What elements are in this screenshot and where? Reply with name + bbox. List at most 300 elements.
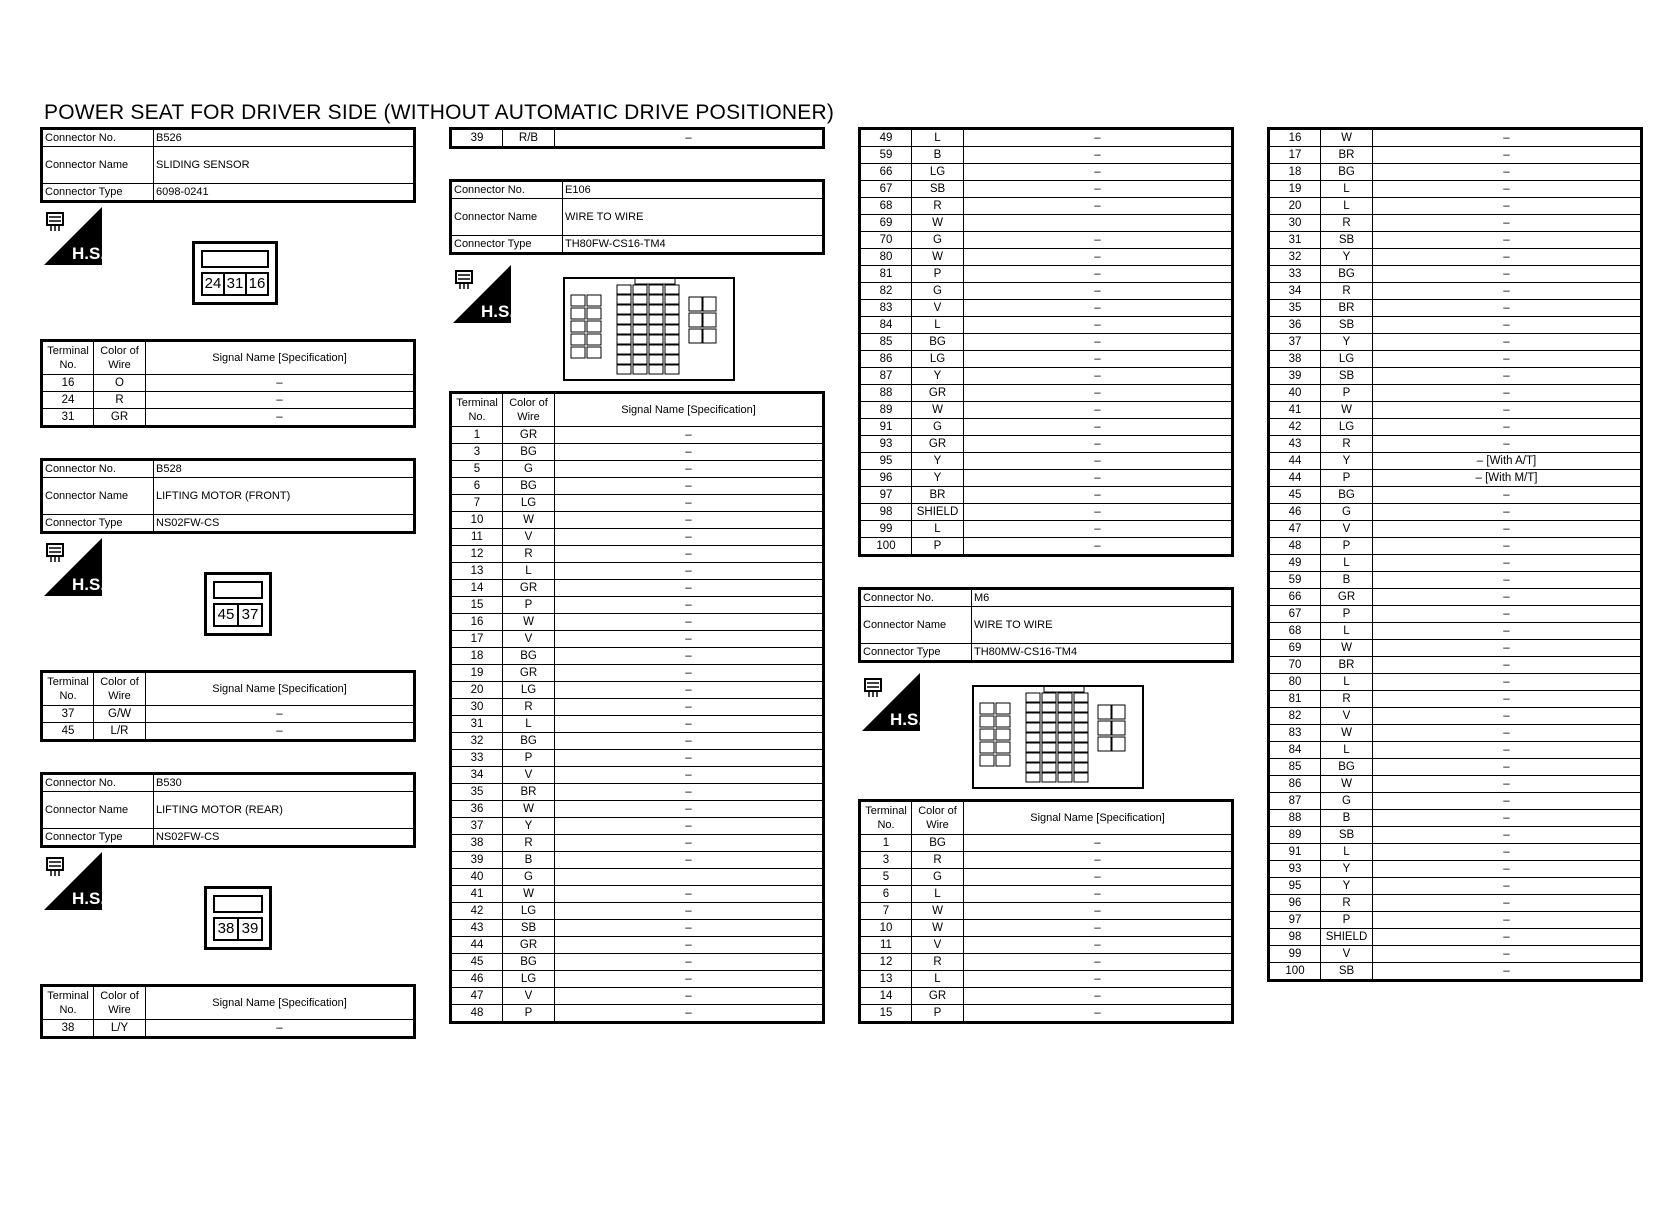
table-row — [1269, 300, 1642, 317]
table-cell: Signal Name [Specification] — [146, 672, 415, 706]
table-row — [1269, 147, 1642, 164]
table-cell: W — [1321, 725, 1373, 742]
table-cell: B — [1321, 810, 1373, 827]
table-row — [1269, 929, 1642, 946]
table-cell: 80 — [1269, 674, 1321, 691]
table-cell: L — [1321, 742, 1373, 759]
table-row — [860, 317, 1233, 334]
table-row — [1269, 385, 1642, 402]
table-row — [1269, 691, 1642, 708]
table-cell: – — [964, 1005, 1233, 1023]
table-cell: – — [555, 478, 824, 495]
table-row — [451, 563, 824, 580]
table-cell: SB — [1321, 317, 1373, 334]
table-cell: TH80FW-CS16-TM4 — [563, 236, 824, 254]
table-row — [1269, 946, 1642, 963]
table-cell: – — [555, 733, 824, 750]
table-cell: 42 — [451, 903, 503, 920]
table-row — [1269, 283, 1642, 300]
table-cell: L — [912, 317, 964, 334]
table-header — [42, 986, 415, 1020]
table-cell: 7 — [860, 903, 912, 920]
spacer — [858, 557, 1234, 587]
table-cell: – — [146, 706, 415, 723]
table-cell: 3 — [860, 852, 912, 869]
table-row — [1269, 793, 1642, 810]
table-cell: L — [1321, 181, 1373, 198]
table-cell: – — [555, 716, 824, 733]
table-cell: SHIELD — [912, 504, 964, 521]
table-cell: Signal Name [Specification] — [555, 393, 824, 427]
table-cell: W — [503, 614, 555, 631]
table-cell: W — [912, 249, 964, 266]
table-cell: – — [555, 699, 824, 716]
table-row — [42, 706, 415, 723]
table-cell: GR — [503, 427, 555, 444]
table-row — [1269, 912, 1642, 929]
table-cell: BR — [1321, 147, 1373, 164]
table-row — [1269, 674, 1642, 691]
table-cell: V — [1321, 521, 1373, 538]
table-cell: Connector Name — [42, 147, 154, 184]
table-row — [860, 470, 1233, 487]
table-cell: Connector No. — [860, 589, 972, 607]
table-cell: 100 — [860, 538, 912, 556]
table-cell: BG — [1321, 164, 1373, 181]
info-row — [42, 184, 415, 202]
svg-text:H.S.: H.S. — [890, 710, 920, 729]
table-cell: – — [555, 835, 824, 852]
table-cell: – — [1373, 249, 1642, 266]
table-cell: 38 — [451, 835, 503, 852]
table-cell: 91 — [1269, 844, 1321, 861]
table-cell: GR — [1321, 589, 1373, 606]
table-row — [860, 232, 1233, 249]
table-cell: 6 — [451, 478, 503, 495]
table-cell: WIRE TO WIRE — [563, 199, 824, 236]
table-cell: SLIDING SENSOR — [154, 147, 415, 184]
table-cell: – — [1373, 487, 1642, 504]
table-row — [451, 427, 824, 444]
connector-diagram-m6 — [858, 663, 1234, 799]
table-row — [451, 852, 824, 869]
info-row — [42, 129, 415, 147]
table-header — [451, 393, 824, 427]
table-row — [1269, 827, 1642, 844]
table-cell: 46 — [451, 971, 503, 988]
table-cell: 49 — [1269, 555, 1321, 572]
table-row — [860, 385, 1233, 402]
table-row — [860, 869, 1233, 886]
table-cell: – — [964, 164, 1233, 181]
table-cell: 1 — [451, 427, 503, 444]
table-cell: – — [555, 767, 824, 784]
table-cell: – — [1373, 810, 1642, 827]
table-cell: R — [1321, 283, 1373, 300]
table-cell: Connector Name — [42, 478, 154, 515]
terminal-table-m6 — [858, 799, 1234, 1024]
table-cell: 99 — [1269, 946, 1321, 963]
table-row — [860, 903, 1233, 920]
table-cell: – — [964, 317, 1233, 334]
table-cell: 19 — [451, 665, 503, 682]
info-row — [42, 774, 415, 792]
table-row — [1269, 521, 1642, 538]
table-cell: – — [555, 1005, 824, 1023]
table-cell: BG — [912, 334, 964, 351]
table-cell: L — [1321, 623, 1373, 640]
table-cell: – — [964, 920, 1233, 937]
table-cell: B528 — [154, 460, 415, 478]
table-row — [1269, 555, 1642, 572]
table-row — [860, 886, 1233, 903]
table-row — [860, 419, 1233, 436]
table-cell: – — [555, 512, 824, 529]
table-cell: 68 — [1269, 623, 1321, 640]
table-cell: – — [555, 546, 824, 563]
table-cell: – — [1373, 912, 1642, 929]
table-row — [451, 886, 824, 903]
table-cell: – — [555, 784, 824, 801]
table-cell: – — [1373, 878, 1642, 895]
table-cell: 17 — [451, 631, 503, 648]
table-cell: SB — [912, 181, 964, 198]
table-cell: 16 — [42, 375, 94, 392]
table-row — [1269, 895, 1642, 912]
table-cell: V — [503, 631, 555, 648]
table-cell: P — [912, 1005, 964, 1023]
table-row — [1269, 317, 1642, 334]
table-cell: 47 — [451, 988, 503, 1005]
info-row — [860, 589, 1233, 607]
table-cell: 20 — [1269, 198, 1321, 215]
table-cell: – — [1373, 640, 1642, 657]
table-cell: – — [555, 631, 824, 648]
table-cell: – — [555, 682, 824, 699]
table-cell: – [With M/T] — [1373, 470, 1642, 487]
table-cell: 48 — [451, 1005, 503, 1023]
table-cell: – — [1373, 419, 1642, 436]
terminal-table-b528 — [40, 670, 416, 742]
table-cell: L — [1321, 198, 1373, 215]
info-row — [451, 236, 824, 254]
table-cell: – — [1373, 555, 1642, 572]
table-cell: 1 — [860, 835, 912, 852]
table-cell: NS02FW-CS — [154, 829, 415, 847]
table-cell: – — [1373, 708, 1642, 725]
table-cell: L — [912, 971, 964, 988]
table-row — [1269, 181, 1642, 198]
table-cell: 96 — [1269, 895, 1321, 912]
table-cell: BR — [912, 487, 964, 504]
table-row — [42, 1020, 415, 1038]
table-cell: LIFTING MOTOR (FRONT) — [154, 478, 415, 515]
table-cell: – — [555, 886, 824, 903]
table-row — [451, 954, 824, 971]
table-cell: 69 — [1269, 640, 1321, 657]
table-cell: 91 — [860, 419, 912, 436]
table-cell: 97 — [1269, 912, 1321, 929]
table-cell: L/Y — [94, 1020, 146, 1038]
table-cell: – — [1373, 572, 1642, 589]
table-cell: – — [555, 937, 824, 954]
table-cell: – — [964, 971, 1233, 988]
table-row — [451, 733, 824, 750]
table-cell: SB — [503, 920, 555, 937]
spacer — [40, 742, 416, 772]
table-cell: – — [146, 1020, 415, 1038]
table-cell: Signal Name [Specification] — [146, 341, 415, 375]
table-cell: – — [555, 903, 824, 920]
table-row — [860, 164, 1233, 181]
table-cell: E106 — [563, 181, 824, 199]
table-cell: – — [964, 937, 1233, 954]
table-row — [860, 504, 1233, 521]
table-cell: 39 — [1269, 368, 1321, 385]
table-cell: – — [964, 886, 1233, 903]
table-cell: – — [964, 470, 1233, 487]
table-cell: – — [964, 198, 1233, 215]
table-cell: 80 — [860, 249, 912, 266]
table-cell: 30 — [1269, 215, 1321, 232]
table-cell: 14 — [860, 988, 912, 1005]
table-cell: Terminal No. — [42, 341, 94, 375]
table-header — [860, 801, 1233, 835]
table-cell: – — [964, 835, 1233, 852]
table-cell: – — [1373, 725, 1642, 742]
table-cell: P — [503, 597, 555, 614]
column-1 — [40, 127, 416, 1039]
table-row — [451, 920, 824, 937]
table-cell: BG — [1321, 487, 1373, 504]
table-cell: – — [1373, 283, 1642, 300]
table-cell: – — [964, 351, 1233, 368]
table-cell: LG — [1321, 419, 1373, 436]
table-cell: 12 — [860, 954, 912, 971]
info-row — [42, 478, 415, 515]
table-row — [1269, 402, 1642, 419]
table-cell: 44 — [1269, 453, 1321, 470]
table-row — [451, 767, 824, 784]
table-cell: 41 — [451, 886, 503, 903]
table-cell: – — [964, 129, 1233, 147]
table-cell: 10 — [860, 920, 912, 937]
table-cell: 97 — [860, 487, 912, 504]
table-row — [1269, 572, 1642, 589]
table-cell: 31 — [42, 409, 94, 427]
table-cell: – — [1373, 334, 1642, 351]
table-cell: – — [964, 147, 1233, 164]
table-cell: 45 — [1269, 487, 1321, 504]
info-row — [42, 829, 415, 847]
table-cell: NS02FW-CS — [154, 515, 415, 533]
table-cell: 24 — [42, 392, 94, 409]
table-cell: – — [964, 249, 1233, 266]
table-row — [451, 971, 824, 988]
table-cell: Connector No. — [42, 774, 154, 792]
table-cell: W — [912, 920, 964, 937]
table-cell: – — [1373, 589, 1642, 606]
table-cell: – — [1373, 351, 1642, 368]
harness-side-icon — [453, 265, 511, 323]
table-row — [860, 181, 1233, 198]
table-cell: – — [555, 461, 824, 478]
table-cell: – — [964, 181, 1233, 198]
table-cell: Connector Name — [451, 199, 563, 236]
table-row — [451, 478, 824, 495]
table-cell: 37 — [42, 706, 94, 723]
table-cell: Terminal No. — [42, 672, 94, 706]
info-row — [860, 607, 1233, 644]
table-cell: LIFTING MOTOR (REAR) — [154, 792, 415, 829]
table-cell: – — [1373, 232, 1642, 249]
table-cell: P — [1321, 912, 1373, 929]
table-cell: – — [555, 597, 824, 614]
table-cell: Signal Name [Specification] — [146, 986, 415, 1020]
table-cell: – — [555, 801, 824, 818]
connector-diagram — [40, 848, 416, 984]
harness-side-icon — [862, 673, 920, 731]
table-cell: – — [1373, 504, 1642, 521]
table-cell: 95 — [1269, 878, 1321, 895]
table-cell: – — [1373, 300, 1642, 317]
connector-face — [563, 277, 735, 381]
table-cell: G/W — [94, 706, 146, 723]
connector-latch — [213, 895, 263, 913]
table-row — [1269, 368, 1642, 385]
table-row — [860, 954, 1233, 971]
terminal-table-e106-continued — [858, 127, 1234, 557]
connector-diagram-e106 — [449, 255, 825, 391]
table-cell: BG — [503, 444, 555, 461]
table-cell: G — [912, 232, 964, 249]
table-cell: W — [912, 402, 964, 419]
table-cell: – — [964, 266, 1233, 283]
column-3 — [858, 127, 1234, 1024]
connector-info-e106 — [449, 179, 825, 255]
table-cell: – — [964, 334, 1233, 351]
table-cell: – — [555, 818, 824, 835]
table-cell: Y — [1321, 878, 1373, 895]
table-cell: P — [503, 1005, 555, 1023]
svg-text:H.S.: H.S. — [72, 244, 102, 263]
table-cell: – — [555, 648, 824, 665]
table-cell: 7 — [451, 495, 503, 512]
table-cell: 13 — [860, 971, 912, 988]
table-cell: R — [1321, 895, 1373, 912]
table-row — [451, 614, 824, 631]
table-row — [860, 920, 1233, 937]
table-cell: 43 — [1269, 436, 1321, 453]
table-cell: W — [503, 512, 555, 529]
table-row — [1269, 453, 1642, 470]
table-cell: 49 — [860, 129, 912, 147]
table-row — [1269, 266, 1642, 283]
table-row — [451, 461, 824, 478]
table-cell: SB — [1321, 368, 1373, 385]
table-cell: 20 — [451, 682, 503, 699]
table-cell: LG — [503, 495, 555, 512]
table-cell: Y — [1321, 334, 1373, 351]
connector-info-b530 — [40, 772, 416, 848]
table-cell: 31 — [1269, 232, 1321, 249]
table-row — [860, 521, 1233, 538]
table-row — [860, 487, 1233, 504]
table-cell: – — [964, 232, 1233, 249]
table-cell: Connector No. — [451, 181, 563, 199]
harness-side-icon — [44, 852, 102, 910]
table-cell: Color of Wire — [94, 672, 146, 706]
table-cell: 37 — [1269, 334, 1321, 351]
table-cell: 32 — [451, 733, 503, 750]
table-row — [451, 869, 824, 886]
table-cell: 84 — [860, 317, 912, 334]
table-cell: 42 — [1269, 419, 1321, 436]
table-row — [1269, 470, 1642, 487]
table-cell: V — [503, 529, 555, 546]
table-cell: 99 — [860, 521, 912, 538]
table-cell: 100 — [1269, 963, 1321, 981]
table-row — [42, 375, 415, 392]
table-cell: – — [964, 283, 1233, 300]
table-cell: 34 — [1269, 283, 1321, 300]
table-cell: – — [964, 869, 1233, 886]
table-cell: – — [1373, 827, 1642, 844]
table-cell: – — [964, 504, 1233, 521]
table-cell: 44 — [1269, 470, 1321, 487]
table-cell: 98 — [1269, 929, 1321, 946]
connector-diagram — [40, 203, 416, 339]
table-cell: 89 — [860, 402, 912, 419]
table-cell: 45 — [451, 954, 503, 971]
table-cell: – — [1373, 776, 1642, 793]
connector-latch — [213, 581, 263, 599]
table-cell: R — [503, 835, 555, 852]
table-row — [451, 937, 824, 954]
table-cell: – — [964, 487, 1233, 504]
pin-label: 16 — [248, 275, 266, 292]
table-row — [1269, 606, 1642, 623]
table-row — [451, 546, 824, 563]
table-cell: – — [1373, 844, 1642, 861]
table-cell: G — [1321, 504, 1373, 521]
table-cell: 34 — [451, 767, 503, 784]
table-cell: Y — [912, 453, 964, 470]
table-cell: – — [964, 402, 1233, 419]
table-cell: L — [1321, 844, 1373, 861]
table-row — [860, 266, 1233, 283]
table-row — [1269, 861, 1642, 878]
table-row — [860, 283, 1233, 300]
column-4 — [1267, 127, 1643, 982]
table-cell: SB — [1321, 827, 1373, 844]
table-cell: – — [1373, 266, 1642, 283]
table-cell: GR — [503, 665, 555, 682]
table-cell: LG — [1321, 351, 1373, 368]
connector-diagram — [40, 534, 416, 670]
table-row — [1269, 759, 1642, 776]
table-cell: – [With A/T] — [1373, 453, 1642, 470]
table-row — [451, 665, 824, 682]
table-cell: – — [555, 495, 824, 512]
table-cell: 93 — [1269, 861, 1321, 878]
table-cell: R — [1321, 691, 1373, 708]
table-cell: 96 — [860, 470, 912, 487]
table-cell: – — [964, 988, 1233, 1005]
table-header — [42, 341, 415, 375]
table-cell: W — [912, 215, 964, 232]
table-cell: – — [555, 988, 824, 1005]
